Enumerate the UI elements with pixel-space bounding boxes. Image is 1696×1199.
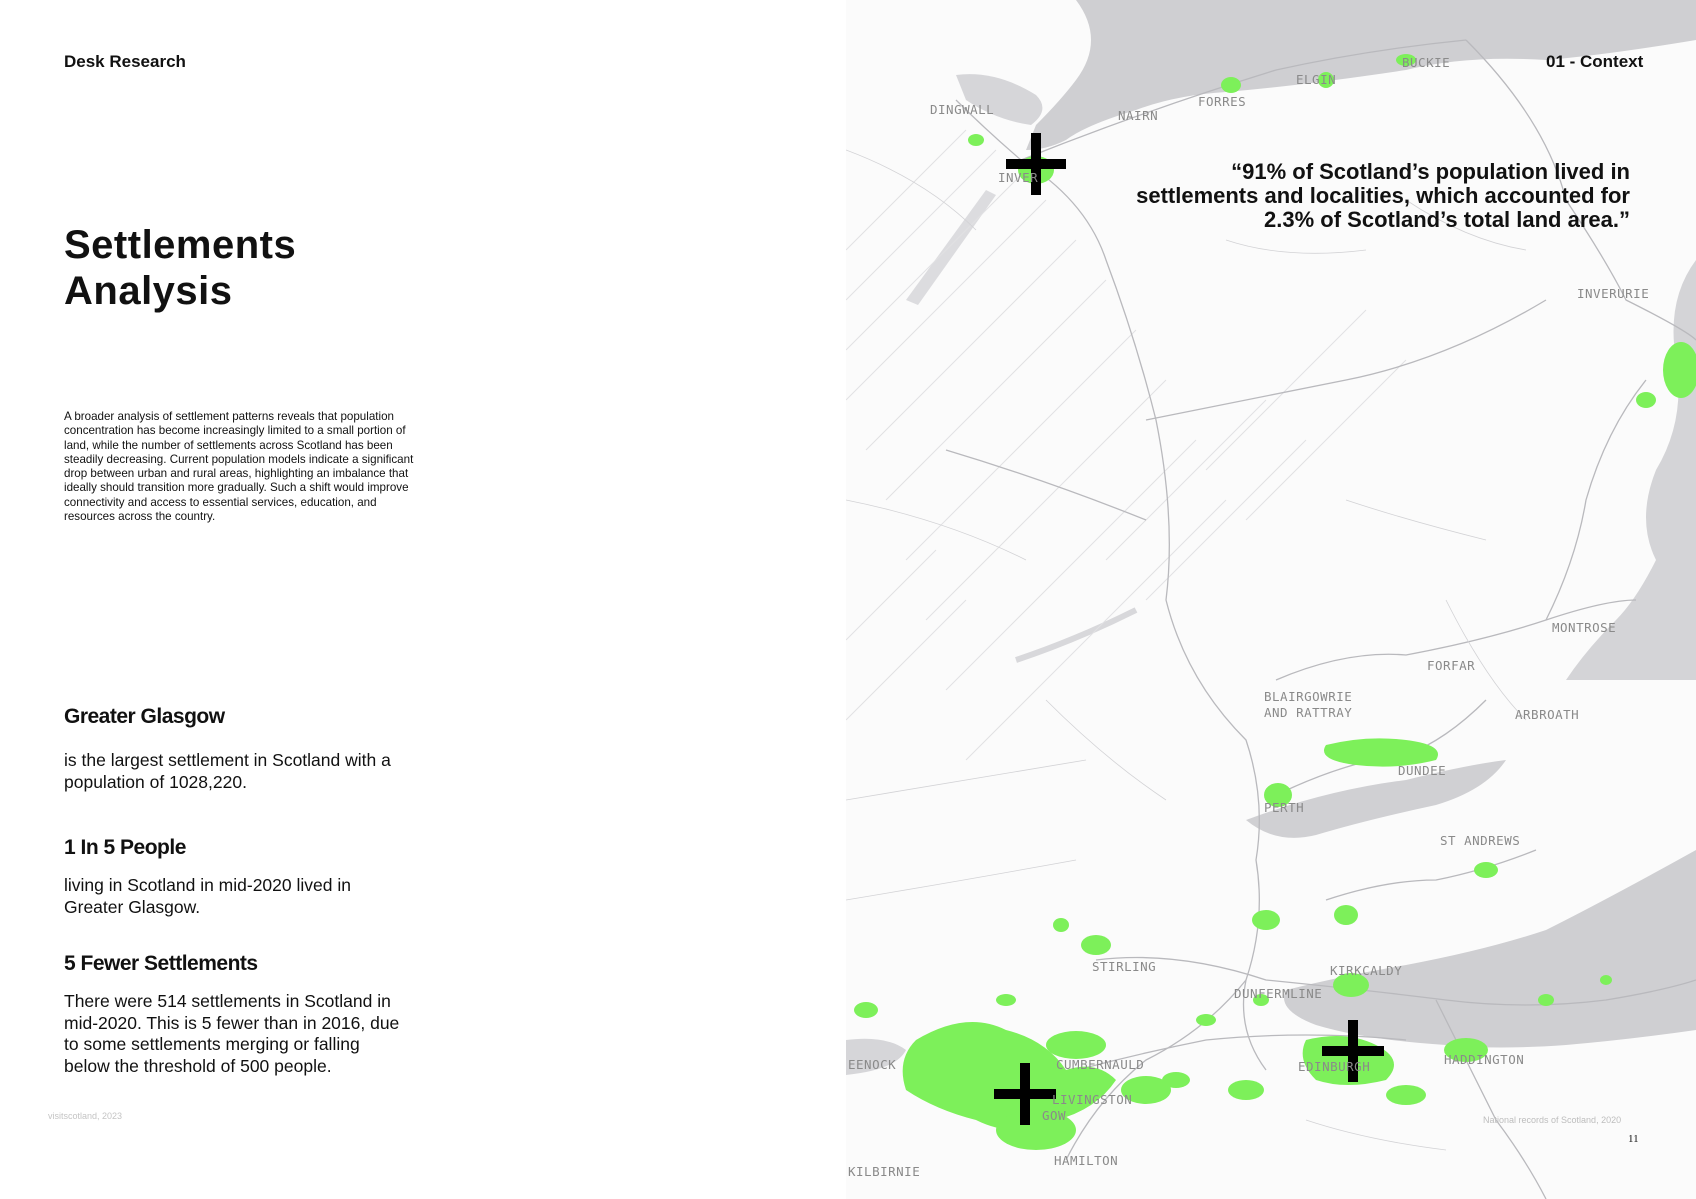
source-credit: visitscotland, 2023 — [48, 1111, 123, 1121]
north-sea — [1566, 260, 1696, 680]
town-label: HAMILTON — [1054, 1153, 1119, 1168]
inner-firth — [956, 74, 1042, 125]
section-label: Desk Research — [64, 52, 186, 71]
intro-paragraph: A broader analysis of settlement patterns reveals that population concentration has become increasingly limited to a small portion of land, while the number of settlements across Scotland has been steadily decreasing. Current population models indicate a significant drop between urban and rural areas, highlighting an imbalance that ideally should transition more gradually. Such a shift would improve connectivity and access to essential services, education, and resources across the country. — [64, 410, 414, 524]
town-label: DINGWALL — [930, 102, 995, 117]
left-page — [0, 0, 846, 1199]
moray-firth — [1026, 0, 1696, 150]
page-title: Settlements Analysis — [64, 223, 297, 313]
town-label: LIVINGSTON — [1052, 1092, 1133, 1107]
page-section-label: 01 - Context — [1546, 52, 1644, 71]
town-label: BLAIRGOWRIE — [1264, 689, 1353, 704]
town-label: GOW — [1042, 1108, 1067, 1123]
pull-quote: “91% of Scotland’s population lived in settlements and localities, which accounted for 2.3% of Scotland’s total land area.” — [1136, 159, 1630, 232]
town-label: KILBIRNIE — [848, 1164, 921, 1179]
town-label: AND RATTRAY — [1264, 705, 1353, 720]
town-label: NAIRN — [1118, 108, 1159, 123]
town-label: FORRES — [1198, 94, 1247, 109]
town-label: EDINBURGH — [1298, 1059, 1371, 1074]
town-label: BUCKIE — [1402, 55, 1451, 70]
stat-block-fewer-settlements — [64, 952, 404, 1078]
town-label: INVER — [998, 170, 1039, 185]
loch-tay — [1016, 610, 1136, 660]
town-label: PERTH — [1264, 800, 1305, 815]
stat-heading: 5 Fewer Settlements — [64, 952, 258, 975]
town-label: ARBROATH — [1515, 707, 1580, 722]
town-label: INVERURIE — [1577, 286, 1650, 301]
stat-text: is the largest settlement in Scotland with a population of 1028,220. — [64, 750, 391, 792]
crosshair-marker-icon — [1006, 133, 1066, 195]
page-number: 11 — [1628, 1133, 1639, 1145]
stat-text: living in Scotland in mid-2020 lived in Greater Glasgow. — [64, 875, 351, 917]
stat-text: There were 514 settlements in Scotland in mid-2020. This is 5 fewer than in 2016, due to some settlements merging or falling below the threshold of 500 people. — [64, 991, 400, 1077]
stat-block-one-in-five — [64, 836, 404, 918]
town-label: KIRKCALDY — [1330, 963, 1403, 978]
town-label: MONTROSE — [1552, 620, 1617, 635]
stat-heading: Greater Glasgow — [64, 705, 225, 728]
town-label: DUNFERMLINE — [1234, 986, 1323, 1001]
map-source-credit: National records of Scotland, 2020 — [1483, 1115, 1622, 1125]
stat-block-greater-glasgow — [64, 705, 404, 793]
town-label: STIRLING — [1092, 959, 1157, 974]
town-label: EENOCK — [848, 1057, 897, 1072]
town-label: CUMBERNAULD — [1056, 1057, 1145, 1072]
firth-of-forth — [1284, 850, 1696, 1048]
town-label: DUNDEE — [1398, 763, 1447, 778]
town-label: ELGIN — [1296, 72, 1337, 87]
town-label: FORFAR — [1427, 658, 1476, 673]
town-label: HADDINGTON — [1444, 1052, 1525, 1067]
stat-heading: 1 In 5 People — [64, 836, 186, 859]
town-label: ST ANDREWS — [1440, 833, 1521, 848]
